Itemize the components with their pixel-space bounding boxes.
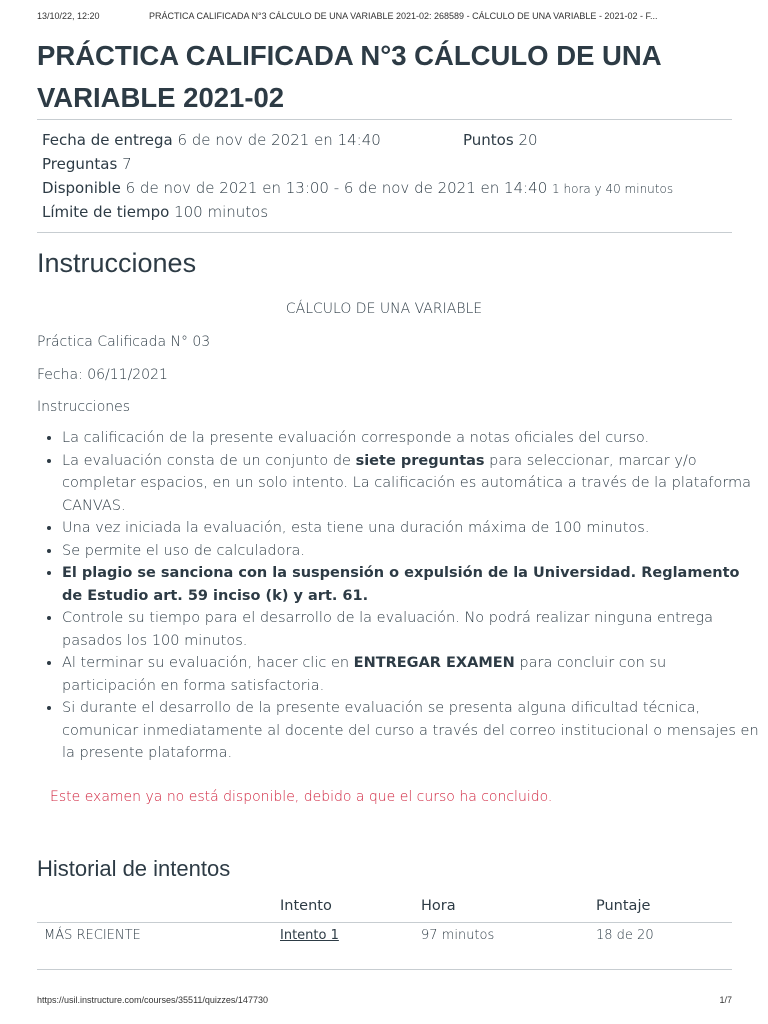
time-limit-value: 100 minutos [174, 203, 269, 221]
practice-name: Práctica Calificada N° 03 [37, 334, 211, 350]
divider [37, 232, 732, 233]
instructions-subheading: Instrucciones [37, 399, 131, 415]
availability-label: Disponible [42, 179, 121, 197]
availability-value: 6 de nov de 2021 en 13:00 - 6 de nov de 2021 en 14:40 [125, 179, 548, 197]
column-header-attempt: Intento [280, 898, 332, 914]
row-label: MÁS RECIENTE [44, 928, 141, 943]
availability-row [42, 176, 673, 201]
quiz-title-line2: VARIABLE 2021-02 [37, 82, 285, 113]
print-document-title: PRÁCTICA CALIFICADA N°3 CÁLCULO DE UNA VARIABLE 2021-02: 268589 - CÁLCULO DE UNA VARIABLE - 2021-02 - F... [149, 11, 658, 21]
attempt-score: 18 de 20 [596, 928, 654, 943]
list-item: • Una vez iniciada la evaluación, esta tiene una duración máxima de 100 minutos. [62, 517, 762, 540]
list-item-text: para seleccionar, marcar y/o completar espacios, en un solo intento. La calificación es automática a través de la plataforma CANVAS. [62, 452, 752, 514]
attempt-time: 97 minutos [421, 928, 495, 943]
questions-value: 7 [122, 155, 132, 173]
list-item: • Se permite el uso de calculadora. [62, 540, 762, 563]
attempt-link[interactable]: Intento 1 [280, 928, 339, 943]
table-divider [37, 969, 732, 970]
emphasis-text: siete preguntas [355, 452, 485, 469]
list-item: • Controle su tiempo para el desarrollo de la evaluación. No podrá realizar ninguna entrega pasados los 100 minutos. [62, 607, 762, 652]
emphasis-text: ENTREGAR EXAMEN [353, 655, 515, 671]
course-name: CÁLCULO DE UNA VARIABLE [285, 301, 483, 317]
time-limit-row [42, 200, 268, 224]
list-item [62, 652, 762, 697]
history-heading: Historial de intentos [37, 856, 231, 881]
list-item-text: Al terminar su evaluación, hacer clic en [62, 655, 354, 671]
points-label: Puntos [463, 131, 514, 149]
quiz-title [37, 35, 737, 119]
list-item [62, 450, 762, 518]
points-value: 20 [518, 131, 538, 149]
quiz-title-line1: PRÁCTICA CALIFICADA N°3 CÁLCULO DE UNA [37, 40, 662, 71]
unavailable-notice: Este examen ya no está disponible, debido a que el curso ha concluido. [50, 789, 553, 805]
list-item-text: para concluir con su participación en forma satisfactoria. [62, 655, 667, 694]
due-date-value: 6 de nov de 2021 en 14:40 [177, 131, 381, 149]
questions-label: Preguntas [42, 155, 118, 173]
column-header-score: Puntaje [596, 898, 651, 914]
instructions-list [37, 427, 762, 765]
list-item: • Si durante el desarrollo de la presente evaluación se presenta alguna dificultad técnica, comunicar inmediatamente al docente del curso a través del correo institucional o mensajes en la presente plataforma. [62, 697, 762, 765]
print-datetime: 13/10/22, 12:20 [37, 11, 100, 21]
list-item-text: La evaluación consta de un conjunto de [62, 452, 356, 469]
divider [37, 119, 732, 120]
questions-row [42, 152, 132, 176]
table-divider [37, 922, 732, 923]
print-page-number: 1/7 [719, 995, 732, 1005]
availability-duration: 1 hora y 40 minutos [552, 182, 674, 196]
print-footer [0, 995, 768, 1009]
column-header-time: Hora [421, 898, 456, 914]
time-limit-label: Límite de tiempo [42, 203, 170, 221]
print-header [0, 11, 768, 25]
due-date-row [42, 128, 381, 152]
exam-date: Fecha: 06/11/2021 [37, 367, 168, 383]
print-url: https://usil.instructure.com/courses/35511/quizzes/147730 [37, 995, 268, 1005]
list-item: • La calificación de la presente evaluación corresponde a notas oficiales del curso. [62, 427, 762, 450]
due-date-label: Fecha de entrega [42, 131, 173, 149]
points-row [463, 128, 538, 152]
table-row [37, 928, 732, 948]
history-table-header [37, 898, 732, 922]
instructions-heading: Instrucciones [37, 248, 197, 278]
list-item: • El plagio se sanciona con la suspensión o expulsión de la Universidad. Reglamento de Estudio art. 59 inciso (k) y art. 61. [62, 562, 762, 607]
